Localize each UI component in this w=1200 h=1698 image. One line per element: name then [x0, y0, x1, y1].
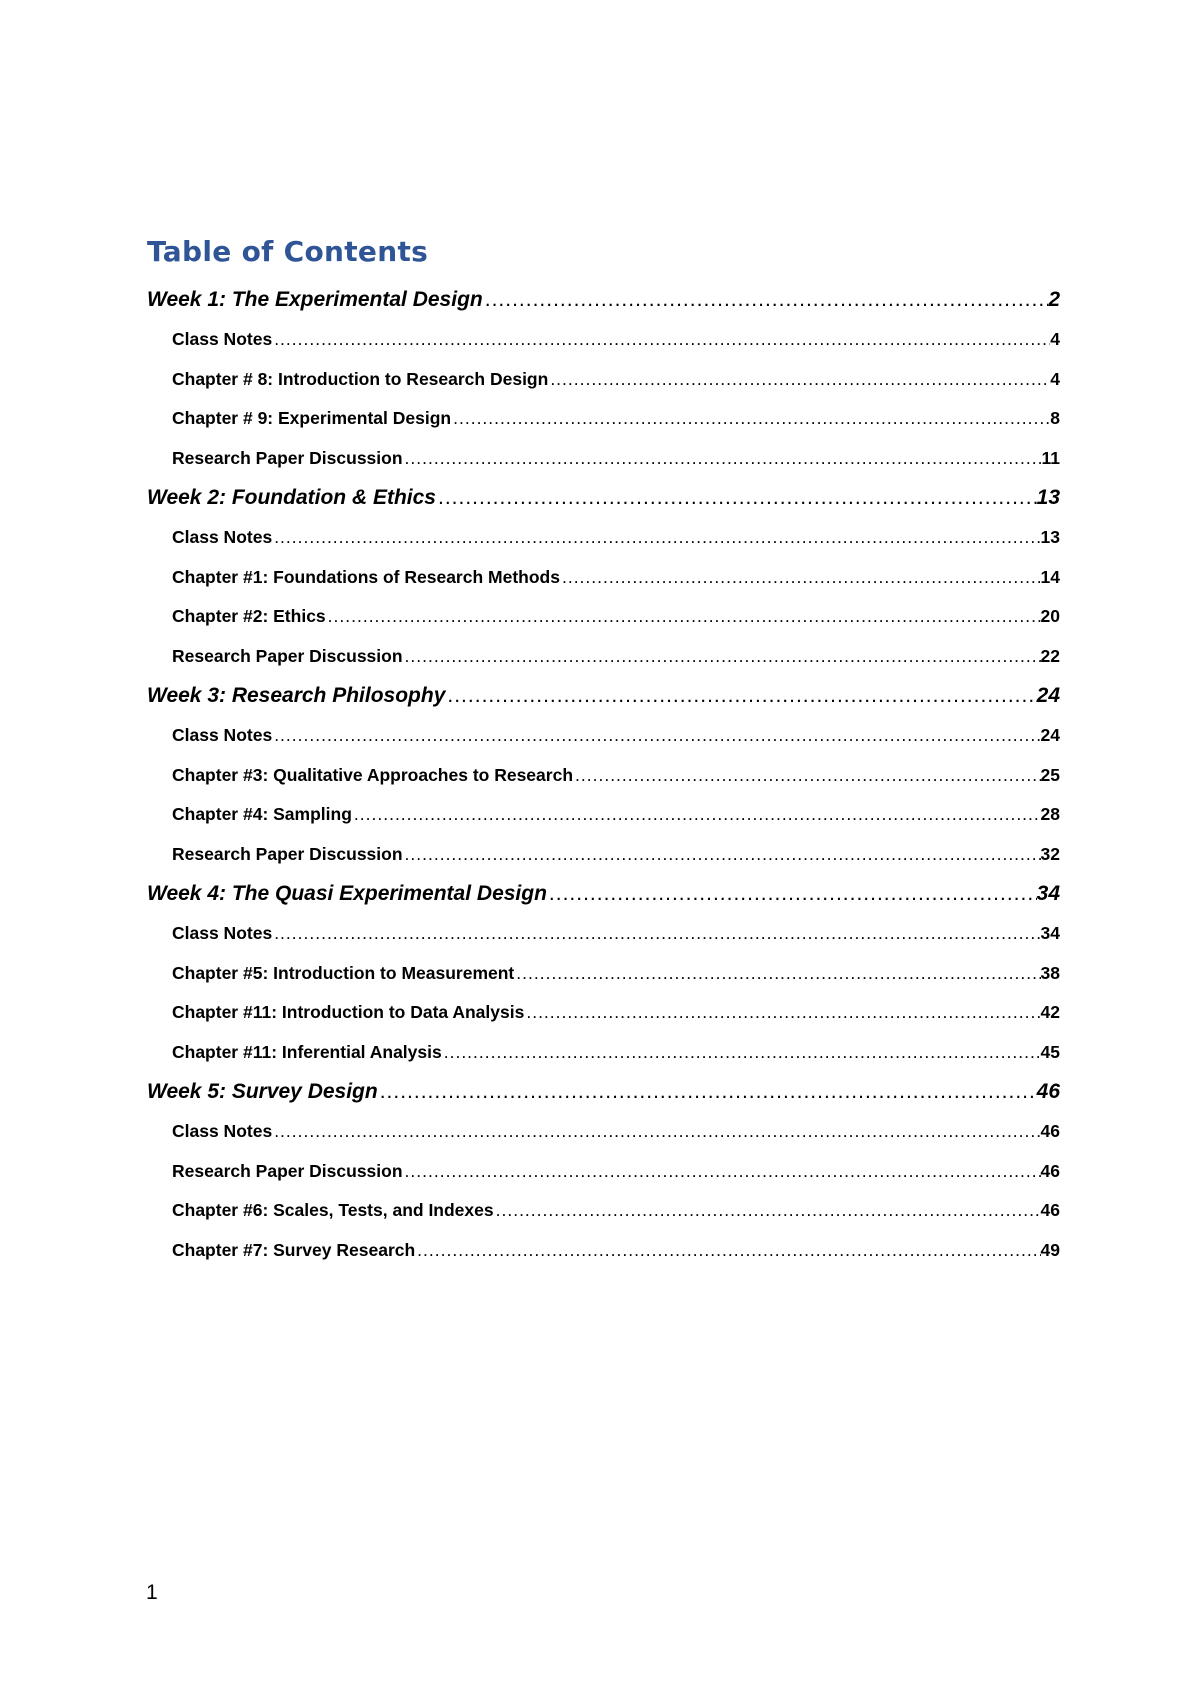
- toc-entry-label: Research Paper Discussion: [172, 843, 403, 864]
- toc-dot-leader: [272, 1112, 1040, 1152]
- toc-entry-page-number: 46: [1040, 1121, 1060, 1141]
- toc-section-entry[interactable]: [147, 716, 1060, 756]
- toc-entry-page-number: 32: [1040, 843, 1060, 864]
- toc-entry-page-number: 42: [1040, 1002, 1060, 1022]
- toc-entry-label: Week 5: Survey Design: [147, 1080, 378, 1103]
- toc-dot-leader: [403, 835, 1041, 875]
- toc-dot-leader: [326, 597, 1041, 637]
- toc-entry-page-number: 49: [1040, 1239, 1060, 1260]
- toc-entry-page-number: 46: [1040, 1200, 1060, 1220]
- toc-entry-label: Week 3: Research Philosophy: [147, 684, 446, 707]
- toc-dot-leader: [494, 1191, 1041, 1231]
- toc-section-entry[interactable]: [147, 399, 1060, 439]
- toc-entry-label: Chapter #5: Introduction to Measurement: [172, 962, 515, 983]
- toc-dot-leader: [483, 280, 1049, 320]
- toc-entry-label: Chapter # 9: Experimental Design: [172, 408, 452, 428]
- toc-entry-page-number: 24: [1036, 684, 1060, 707]
- toc-entry-label: Chapter #4: Sampling: [172, 804, 352, 824]
- toc-entry-page-number: 13: [1036, 486, 1060, 509]
- toc-entry-page-number: 34: [1040, 923, 1060, 943]
- toc-dot-leader: [415, 1231, 1040, 1271]
- toc-entry-label: Research Paper Discussion: [172, 447, 403, 468]
- toc-dot-leader: [548, 360, 1050, 400]
- toc-entry-label: Chapter #2: Ethics: [172, 606, 326, 626]
- toc-section-entry[interactable]: [147, 756, 1060, 796]
- toc-dot-leader: [442, 1033, 1041, 1073]
- toc-entry-page-number: 4: [1050, 368, 1060, 389]
- toc-dot-leader: [451, 399, 1050, 439]
- toc-entry-page-number: 22: [1040, 645, 1060, 666]
- toc-entry-page-number: 46: [1036, 1080, 1060, 1103]
- toc-dot-leader: [560, 558, 1041, 598]
- toc-entry-page-number: 13: [1040, 527, 1060, 547]
- toc-dot-leader: [403, 439, 1042, 479]
- toc-section-entry[interactable]: [147, 1191, 1060, 1231]
- toc-week-entry[interactable]: [147, 676, 1060, 716]
- toc-dot-leader: [272, 518, 1040, 558]
- toc-entry-label: Research Paper Discussion: [172, 645, 403, 666]
- toc-entry-page-number: 24: [1040, 725, 1060, 745]
- toc-entry-label: Class Notes: [172, 725, 273, 745]
- toc-dot-leader: [403, 1152, 1041, 1192]
- toc-entry-label: Chapter # 8: Introduction to Research Design: [172, 368, 549, 389]
- toc-entry-label: Class Notes: [172, 923, 273, 943]
- toc-dot-leader: [378, 1072, 1037, 1112]
- toc-dot-leader: [272, 320, 1050, 360]
- toc-dot-leader: [403, 637, 1041, 677]
- toc-entry-page-number: 11: [1041, 447, 1060, 468]
- toc-entry-page-number: 45: [1040, 1041, 1060, 1062]
- toc-entry-page-number: 4: [1050, 329, 1060, 349]
- toc-entry-page-number: 34: [1036, 882, 1060, 905]
- toc-entry-page-number: 28: [1040, 804, 1060, 824]
- toc-entry-page-number: 25: [1040, 764, 1060, 785]
- toc-entry-label: Week 2: Foundation & Ethics: [147, 486, 436, 509]
- toc-title: Table of Contents: [147, 235, 429, 268]
- toc-week-entry[interactable]: [147, 280, 1060, 320]
- toc-section-entry[interactable]: [147, 558, 1060, 598]
- toc-entry-label: Class Notes: [172, 329, 273, 349]
- toc-dot-leader: [272, 716, 1040, 756]
- toc-section-entry[interactable]: [147, 993, 1060, 1033]
- toc-section-entry[interactable]: [147, 518, 1060, 558]
- toc-entry-label: Chapter #11: Introduction to Data Analysis: [172, 1002, 525, 1022]
- toc-entry-page-number: 8: [1050, 408, 1060, 428]
- toc-dot-leader: [547, 874, 1037, 914]
- toc-dot-leader: [436, 478, 1037, 518]
- toc-section-entry[interactable]: [147, 914, 1060, 954]
- toc-entry-page-number: 20: [1040, 606, 1060, 626]
- table-of-contents: [147, 230, 1060, 1270]
- toc-entry-label: Chapter #7: Survey Research: [172, 1239, 416, 1260]
- toc-section-entry[interactable]: [147, 320, 1060, 360]
- toc-section-entry[interactable]: [147, 360, 1060, 400]
- toc-entry-label: Class Notes: [172, 1121, 273, 1141]
- page-number: 1: [146, 1581, 158, 1604]
- toc-section-entry[interactable]: [147, 1112, 1060, 1152]
- toc-dot-leader: [445, 676, 1036, 716]
- toc-entry-page-number: 2: [1048, 288, 1060, 311]
- toc-dot-leader: [524, 993, 1040, 1033]
- toc-entry-label: Chapter #3: Qualitative Approaches to Research: [172, 764, 574, 785]
- toc-dot-leader: [352, 795, 1041, 835]
- toc-entry-label: Week 1: The Experimental Design: [147, 288, 483, 311]
- toc-section-entry[interactable]: [147, 439, 1060, 479]
- toc-entry-label: Chapter #6: Scales, Tests, and Indexes: [172, 1200, 494, 1220]
- toc-entry-page-number: 46: [1040, 1160, 1060, 1181]
- toc-entry-label: Week 4: The Quasi Experimental Design: [147, 882, 547, 905]
- toc-dot-leader: [514, 954, 1040, 994]
- toc-section-entry[interactable]: [147, 954, 1060, 994]
- toc-dot-leader: [272, 914, 1040, 954]
- toc-section-entry[interactable]: [147, 1033, 1060, 1073]
- toc-week-entry[interactable]: [147, 478, 1060, 518]
- toc-week-entry[interactable]: [147, 874, 1060, 914]
- toc-entry-label: Chapter #11: Inferential Analysis: [172, 1041, 442, 1062]
- toc-entry-list: [147, 280, 1060, 1270]
- toc-section-entry[interactable]: [147, 795, 1060, 835]
- toc-entry-page-number: 14: [1040, 566, 1060, 587]
- toc-entry-label: Research Paper Discussion: [172, 1160, 403, 1181]
- toc-section-entry[interactable]: [147, 637, 1060, 677]
- toc-section-entry[interactable]: [147, 835, 1060, 875]
- toc-week-entry[interactable]: [147, 1072, 1060, 1112]
- toc-entry-page-number: 38: [1040, 962, 1060, 983]
- toc-entry-label: Class Notes: [172, 527, 273, 547]
- toc-section-entry[interactable]: [147, 1152, 1060, 1192]
- toc-section-entry[interactable]: [147, 1231, 1060, 1271]
- toc-dot-leader: [573, 756, 1041, 796]
- toc-section-entry[interactable]: [147, 597, 1060, 637]
- toc-entry-label: Chapter #1: Foundations of Research Methods: [172, 566, 560, 587]
